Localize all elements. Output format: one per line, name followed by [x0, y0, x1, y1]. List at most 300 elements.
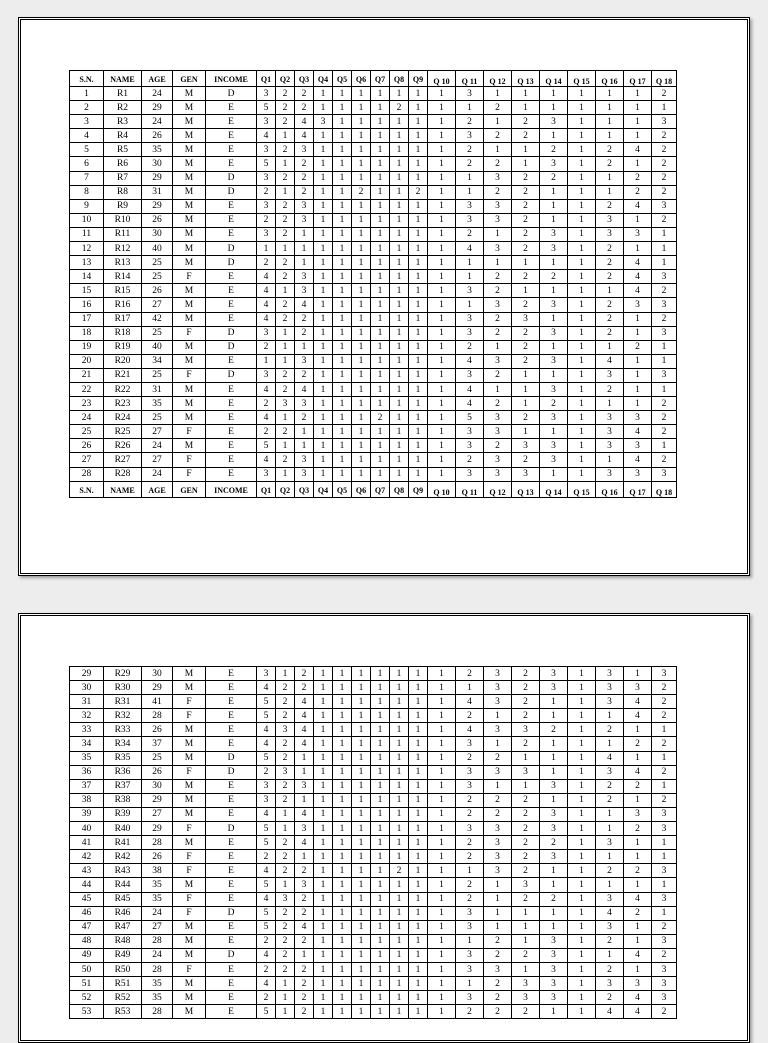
table-cell: 1 [456, 864, 484, 878]
table-cell: 2 [512, 737, 540, 751]
table-cell: 1 [314, 681, 333, 695]
table-cell: 2 [295, 1005, 314, 1019]
table-cell: 25 [142, 368, 173, 382]
table-cell: 2 [390, 864, 409, 878]
table-cell: 4 [295, 920, 314, 934]
table-cell: 1 [352, 143, 371, 157]
table-cell: 1 [428, 1005, 456, 1019]
table-cell: M [173, 185, 206, 199]
table-row [70, 284, 677, 298]
table-cell: 2 [456, 850, 484, 864]
table-cell: 1 [456, 681, 484, 695]
table-cell: 2 [512, 298, 540, 312]
table-cell: 1 [352, 836, 371, 850]
table-cell: 3 [512, 878, 540, 892]
table-cell: 1 [352, 948, 371, 962]
table-cell: 41 [70, 836, 104, 850]
table-cell: 2 [276, 793, 295, 807]
table-cell: 1 [333, 368, 352, 382]
table-cell: 1 [540, 185, 568, 199]
table-cell: 2 [295, 681, 314, 695]
table-cell: 1 [352, 87, 371, 101]
table-cell: R43 [104, 864, 142, 878]
table-cell: 25 [142, 411, 173, 425]
table-cell: 3 [295, 354, 314, 368]
column-header: Q4 [314, 71, 333, 87]
table-cell: 2 [596, 312, 624, 326]
table-cell: 1 [568, 1005, 596, 1019]
table-cell: 2 [624, 171, 652, 185]
table-cell: 1 [428, 779, 456, 793]
table-cell: 3 [456, 213, 484, 227]
table-cell: 1 [371, 765, 390, 779]
table-cell: 2 [624, 737, 652, 751]
table-cell: 26 [142, 850, 173, 864]
table-cell: 1 [540, 765, 568, 779]
table-cell: 1 [333, 354, 352, 368]
table-row [70, 411, 677, 425]
table-cell: 3 [652, 892, 677, 906]
table-cell: 4 [295, 695, 314, 709]
table-cell: 40 [142, 340, 173, 354]
table-cell: 2 [276, 143, 295, 157]
table-cell: 3 [512, 991, 540, 1005]
table-cell: E [206, 115, 257, 129]
table-cell: 1 [428, 199, 456, 213]
table-cell: 1 [371, 227, 390, 241]
table-cell: 1 [295, 340, 314, 354]
table-cell: 1 [314, 411, 333, 425]
table-cell: 1 [314, 298, 333, 312]
table-cell: 1 [352, 906, 371, 920]
table-cell: 2 [295, 667, 314, 681]
table-cell: 1 [390, 793, 409, 807]
table-cell: 1 [371, 850, 390, 864]
table-cell: R24 [104, 411, 142, 425]
table-cell: 1 [352, 793, 371, 807]
table-cell: 2 [624, 340, 652, 354]
table-cell: 2 [652, 737, 677, 751]
table-cell: 1 [568, 709, 596, 723]
table-cell: 2 [596, 199, 624, 213]
table-cell: 3 [540, 667, 568, 681]
table-cell: 1 [512, 157, 540, 171]
table-cell: 28 [142, 709, 173, 723]
table-cell: 1 [390, 213, 409, 227]
table-cell: 1 [652, 878, 677, 892]
table-cell: E [206, 439, 257, 453]
table-cell: 1 [568, 779, 596, 793]
table-cell: 2 [295, 171, 314, 185]
table-cell: 4 [624, 948, 652, 962]
table-cell: 1 [295, 439, 314, 453]
table-cell: 1 [333, 934, 352, 948]
table-cell: 1 [568, 836, 596, 850]
table-row [70, 962, 677, 976]
table-cell: 1 [333, 709, 352, 723]
table-cell: 1 [371, 368, 390, 382]
table-cell: 2 [295, 991, 314, 1005]
table-cell: 15 [70, 284, 104, 298]
table-cell: 3 [540, 326, 568, 340]
table-cell: 41 [142, 695, 173, 709]
table-cell: 2 [512, 185, 540, 199]
table-cell: 1 [371, 667, 390, 681]
table-cell: 2 [456, 453, 484, 467]
table-cell: 1 [371, 709, 390, 723]
table-cell: 1 [652, 382, 677, 396]
table-cell: M [173, 199, 206, 213]
table-cell: M [173, 948, 206, 962]
table-cell: 48 [70, 934, 104, 948]
table-cell: 4 [624, 695, 652, 709]
table-cell: 1 [352, 864, 371, 878]
table-cell: F [173, 453, 206, 467]
table-cell: 1 [409, 439, 428, 453]
table-cell: 2 [295, 411, 314, 425]
table-cell: R30 [104, 681, 142, 695]
table-cell: 1 [568, 340, 596, 354]
table-cell: 3 [257, 115, 276, 129]
table-cell: 3 [512, 467, 540, 481]
table-row [70, 709, 677, 723]
table-cell: R18 [104, 326, 142, 340]
table-cell: 2 [456, 143, 484, 157]
table-cell: 52 [70, 991, 104, 1005]
table-cell: 2 [257, 850, 276, 864]
table-cell: E [206, 667, 257, 681]
table-cell: 1 [568, 115, 596, 129]
table-cell: 2 [512, 850, 540, 864]
page-2 [18, 613, 750, 1043]
table-cell: 1 [333, 453, 352, 467]
table-cell: 1 [333, 199, 352, 213]
table-cell: 26 [70, 439, 104, 453]
table-cell: 1 [276, 807, 295, 821]
column-header: Q 12 [484, 481, 512, 497]
table-cell: 1 [409, 129, 428, 143]
table-cell: 3 [295, 779, 314, 793]
table-cell: 1 [456, 256, 484, 270]
table-cell: R35 [104, 751, 142, 765]
table-cell: 1 [314, 397, 333, 411]
table-cell: D [206, 87, 257, 101]
table-cell: 2 [276, 695, 295, 709]
table-cell: M [173, 751, 206, 765]
table-cell: 1 [390, 723, 409, 737]
table-cell: 1 [624, 157, 652, 171]
table-cell: 3 [512, 312, 540, 326]
table-cell: 1 [596, 807, 624, 821]
table-cell: 3 [295, 270, 314, 284]
table-cell: 1 [568, 920, 596, 934]
table-cell: 1 [568, 129, 596, 143]
table-cell: 1 [428, 185, 456, 199]
table-cell: 4 [624, 256, 652, 270]
table-cell: 1 [484, 779, 512, 793]
table-cell: 1 [409, 256, 428, 270]
table-cell: 1 [409, 723, 428, 737]
table-cell: 21 [70, 368, 104, 382]
table-cell: 1 [314, 723, 333, 737]
table-cell: 1 [314, 453, 333, 467]
table-cell: E [206, 157, 257, 171]
table-cell: D [206, 242, 257, 256]
table-cell: 3 [540, 807, 568, 821]
column-header: Q 18 [652, 71, 677, 87]
table-cell: 3 [257, 199, 276, 213]
table-cell: 3 [596, 765, 624, 779]
table-cell: 1 [390, 822, 409, 836]
table-cell: 1 [568, 284, 596, 298]
table-cell: 1 [540, 101, 568, 115]
table-cell: 3 [596, 892, 624, 906]
table-cell: 3 [484, 723, 512, 737]
column-header: Q 16 [596, 71, 624, 87]
table-cell: 4 [295, 298, 314, 312]
table-cell: 1 [314, 920, 333, 934]
table-cell: 24 [70, 411, 104, 425]
table-cell: 30 [142, 227, 173, 241]
column-header: Q 15 [568, 481, 596, 497]
table-cell: 1 [409, 681, 428, 695]
table-cell: R44 [104, 878, 142, 892]
table-cell: 1 [624, 326, 652, 340]
table-cell: 3 [257, 171, 276, 185]
table-cell: 2 [456, 892, 484, 906]
table-cell: 2 [295, 906, 314, 920]
table-cell: 1 [596, 453, 624, 467]
table-row [70, 892, 677, 906]
table-row [70, 101, 677, 115]
table-cell: 2 [596, 779, 624, 793]
table-cell: E [206, 695, 257, 709]
table-cell: 3 [652, 991, 677, 1005]
table-cell: D [206, 948, 257, 962]
table-cell: 1 [333, 298, 352, 312]
table-cell: M [173, 256, 206, 270]
table-cell: R12 [104, 242, 142, 256]
table-cell: 2 [484, 991, 512, 1005]
table-cell: 1 [428, 298, 456, 312]
table-cell: 36 [70, 765, 104, 779]
table-cell: 2 [652, 920, 677, 934]
table-cell: 1 [456, 101, 484, 115]
table-cell: 2 [512, 213, 540, 227]
table-cell: 1 [624, 368, 652, 382]
table-cell: 1 [314, 850, 333, 864]
table-cell: 45 [70, 892, 104, 906]
table-row [70, 779, 677, 793]
table-cell: 1 [596, 850, 624, 864]
table-cell: 1 [428, 765, 456, 779]
table-row [70, 397, 677, 411]
table-cell: 1 [371, 143, 390, 157]
table-cell: 1 [390, 878, 409, 892]
table-cell: 1 [371, 256, 390, 270]
table-cell: 2 [596, 298, 624, 312]
table-cell: 1 [568, 312, 596, 326]
table-cell: 1 [409, 382, 428, 396]
table-cell: 1 [428, 354, 456, 368]
table-cell: 25 [142, 751, 173, 765]
table-cell: 1 [428, 87, 456, 101]
table-cell: 1 [409, 199, 428, 213]
table-cell: 1 [484, 256, 512, 270]
table-cell: 1 [352, 227, 371, 241]
table-cell: 1 [624, 115, 652, 129]
table-cell: 1 [409, 227, 428, 241]
table-cell: 3 [295, 213, 314, 227]
table-cell: 1 [333, 439, 352, 453]
table-cell: 13 [70, 256, 104, 270]
table-row [70, 242, 677, 256]
table-cell: 53 [70, 1005, 104, 1019]
table-cell: 2 [512, 326, 540, 340]
table-cell: 1 [409, 878, 428, 892]
table-cell: 1 [484, 709, 512, 723]
table-cell: 1 [352, 115, 371, 129]
table-cell: 1 [540, 284, 568, 298]
table-cell: 1 [352, 270, 371, 284]
table-cell: 2 [276, 312, 295, 326]
table-cell: 2 [456, 340, 484, 354]
table-cell: 1 [652, 779, 677, 793]
table-cell: 37 [70, 779, 104, 793]
table-cell: 2 [596, 864, 624, 878]
table-cell: 1 [371, 326, 390, 340]
table-cell: 1 [409, 765, 428, 779]
table-cell: 1 [314, 836, 333, 850]
table-row [70, 298, 677, 312]
table-cell: 1 [512, 962, 540, 976]
table-cell: 2 [624, 185, 652, 199]
table-cell: 1 [540, 368, 568, 382]
table-cell: 1 [371, 129, 390, 143]
table-cell: 1 [314, 667, 333, 681]
table-cell: 1 [484, 227, 512, 241]
table-cell: E [206, 354, 257, 368]
table-cell: 1 [371, 467, 390, 481]
table-cell: 1 [484, 906, 512, 920]
table-cell: 3 [484, 354, 512, 368]
table-cell: 1 [568, 807, 596, 821]
table-cell: 1 [371, 892, 390, 906]
table-cell: 1 [352, 326, 371, 340]
table-cell: 1 [333, 425, 352, 439]
table-cell: M [173, 213, 206, 227]
table-cell: 3 [652, 667, 677, 681]
table-cell: 3 [456, 199, 484, 213]
table-cell: 1 [568, 157, 596, 171]
table-cell: 24 [142, 948, 173, 962]
table-cell: E [206, 737, 257, 751]
table-cell: 2 [257, 397, 276, 411]
table-cell: 1 [390, 765, 409, 779]
table-cell: 3 [456, 991, 484, 1005]
table-cell: 1 [624, 934, 652, 948]
table-cell: 2 [596, 143, 624, 157]
table-cell: 1 [568, 101, 596, 115]
table-cell: R36 [104, 765, 142, 779]
table-cell: 24 [142, 87, 173, 101]
table-cell: 2 [295, 934, 314, 948]
table-cell: 3 [484, 171, 512, 185]
column-header: NAME [104, 71, 142, 87]
table-cell: 1 [409, 751, 428, 765]
table-cell: 1 [276, 822, 295, 836]
table-cell: R49 [104, 948, 142, 962]
table-cell: E [206, 878, 257, 892]
table-cell: 3 [484, 822, 512, 836]
table-cell: 1 [624, 397, 652, 411]
table-cell: M [173, 878, 206, 892]
table-cell: 1 [652, 439, 677, 453]
table-cell: 1 [390, 326, 409, 340]
table-cell: 3 [540, 991, 568, 1005]
table-cell: 1 [512, 143, 540, 157]
table-cell: 3 [456, 284, 484, 298]
table-cell: 3 [540, 779, 568, 793]
table-cell: 5 [257, 101, 276, 115]
table-cell: 4 [257, 453, 276, 467]
table-cell: 1 [333, 892, 352, 906]
table-cell: 1 [314, 101, 333, 115]
table-cell: 1 [540, 1005, 568, 1019]
table-cell: 8 [70, 185, 104, 199]
table-cell: 1 [409, 737, 428, 751]
table-cell: 1 [314, 284, 333, 298]
table-cell: 1 [390, 397, 409, 411]
table-cell: 26 [142, 213, 173, 227]
table-cell: 1 [568, 793, 596, 807]
table-cell: 1 [333, 87, 352, 101]
table-cell: 4 [295, 723, 314, 737]
table-cell: 3 [540, 850, 568, 864]
table-cell: 1 [409, 948, 428, 962]
table-cell: 1 [428, 453, 456, 467]
table-cell: 1 [352, 822, 371, 836]
table-cell: 3 [596, 667, 624, 681]
table-cell: F [173, 368, 206, 382]
column-header: Q1 [257, 481, 276, 497]
table-cell: 1 [314, 765, 333, 779]
table-cell: 1 [333, 397, 352, 411]
table-cell: 2 [652, 793, 677, 807]
table-cell: 1 [652, 836, 677, 850]
table-cell: R53 [104, 1005, 142, 1019]
table-cell: 2 [512, 709, 540, 723]
table-cell: 1 [333, 256, 352, 270]
column-header: Q 11 [456, 481, 484, 497]
table-cell: 1 [428, 709, 456, 723]
table-cell: 1 [390, 115, 409, 129]
table-cell: 1 [568, 934, 596, 948]
table-cell: 1 [333, 779, 352, 793]
table-cell: 2 [540, 270, 568, 284]
table-cell: 1 [512, 425, 540, 439]
table-cell: 31 [142, 382, 173, 396]
table-cell: 2 [596, 326, 624, 340]
table-cell: 1 [428, 878, 456, 892]
table-cell: 1 [371, 453, 390, 467]
table-cell: E [206, 425, 257, 439]
table-cell: 1 [352, 284, 371, 298]
table-cell: 1 [390, 920, 409, 934]
table-cell: 2 [512, 270, 540, 284]
column-header: Q 10 [428, 481, 456, 497]
table-cell: 2 [652, 143, 677, 157]
